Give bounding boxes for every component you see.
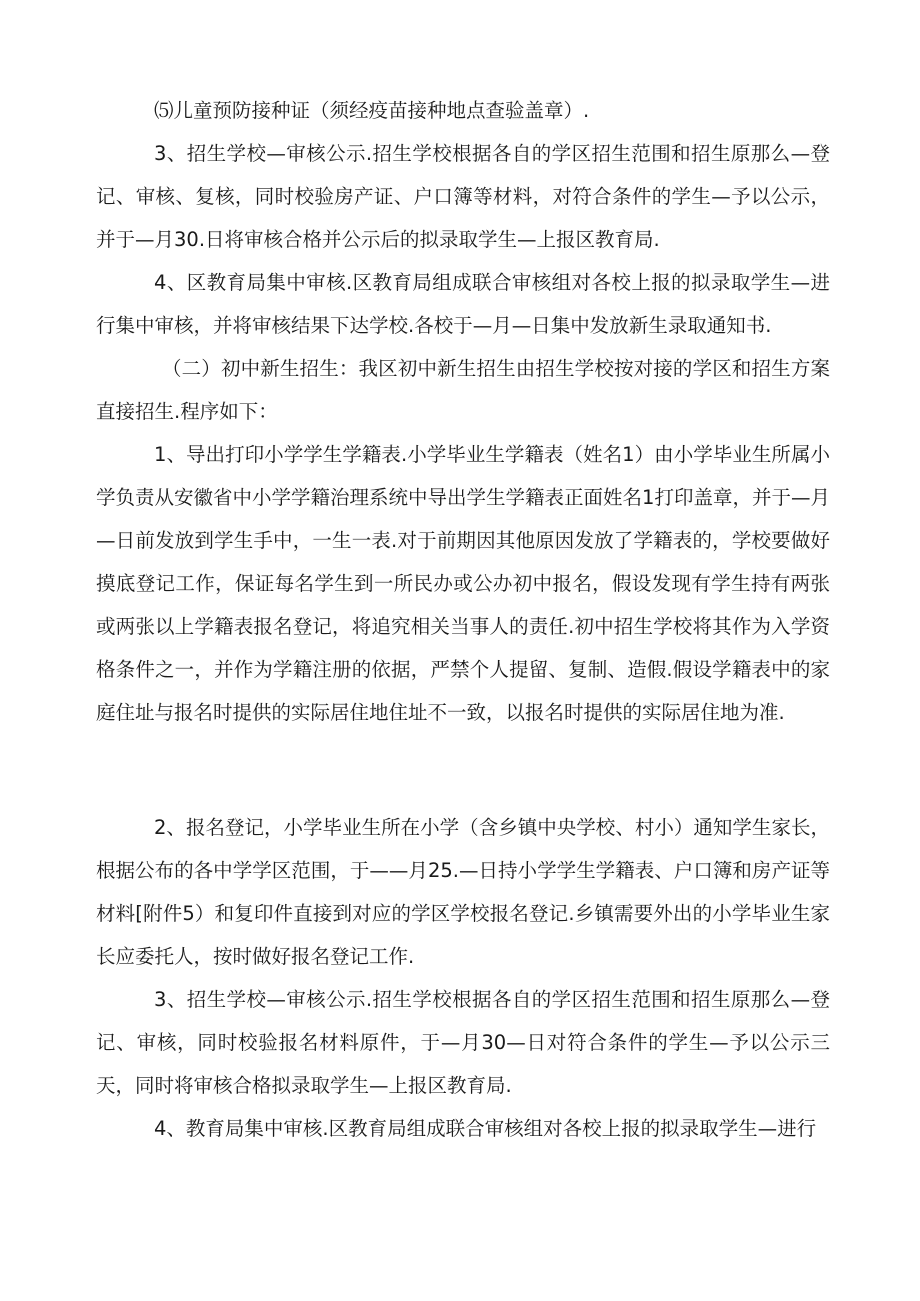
paragraph-primary-central-review: 4、区教育局集中审核.区教育局组成联合审核组对各校上报的拟录取学生—进行集中审核，并将审核结果下达学校.各校于—月—日集中发放新生录取通知书. <box>96 271 830 337</box>
paragraph-vaccination-certificate: ⑸儿童预防接种证（须经疫苗接种地点查验盖章）. <box>154 99 590 122</box>
paragraph-registration: 2、报名登记，小学毕业生所在小学（含乡镇中央学校、村小）通知学生家长，根据公布的各中学学区范围，于——月25.—日持小学学生学籍表、户口簿和房产证等材料[附件5）和复印件直接到对应的学区学校报名登记.乡镇需要外出的小学毕业生家长应委托人，按时做好报名登记工作. <box>96 816 830 968</box>
paragraph-bureau-central-review: 4、教育局集中审核.区教育局组成联合审核组对各校上报的拟录取学生—进行 <box>154 1117 817 1140</box>
paragraph-print-student-record: 1、导出打印小学学生学籍表.小学毕业生学籍表（姓名1）由小学毕业生所属小学负责从安徽省中小学学籍治理系统中导出学生学籍表正面姓名1打印盖章，并于—月—日前发放到学生手中，一生一表.对于前期因其他原因发放了学籍表的，学校要做好摸底登记工作，保证每名学生到一所民办或公办初中报名，假设发现有学生持有两张或两张以上学籍表报名登记，将追究相关当事人的责任.初中招生学校将其作为入学资格条件之一，并作为学籍注册的依据，严禁个人提留、复制、造假.假设学籍表中的家庭住址与报名时提供的实际居住地住址不一致，以报名时提供的实际居住地为准. <box>96 443 830 724</box>
paragraph-middle-review-publicity: 3、招生学校—审核公示.招生学校根据各自的学区招生范围和招生原那么—登记、审核，同时校验报名材料原件，于—月30—日对符合条件的学生—予以公示三天，同时将审核合格拟录取学生—上报区教育局. <box>96 988 830 1097</box>
paragraph-middle-school-enrollment: （二）初中新生招生：我区初中新生招生由招生学校按对接的学区和招生方案直接招生.程序如下： <box>96 357 830 423</box>
paragraph-primary-review-publicity: 3、招生学校—审核公示.招生学校根据各自的学区招生范围和招生原那么—登记、审核、复核，同时校验房产证、户口簿等材料，对符合条件的学生—予以公示，并于—月30.日将审核合格并公示后的拟录取学生—上报区教育局. <box>96 142 830 251</box>
